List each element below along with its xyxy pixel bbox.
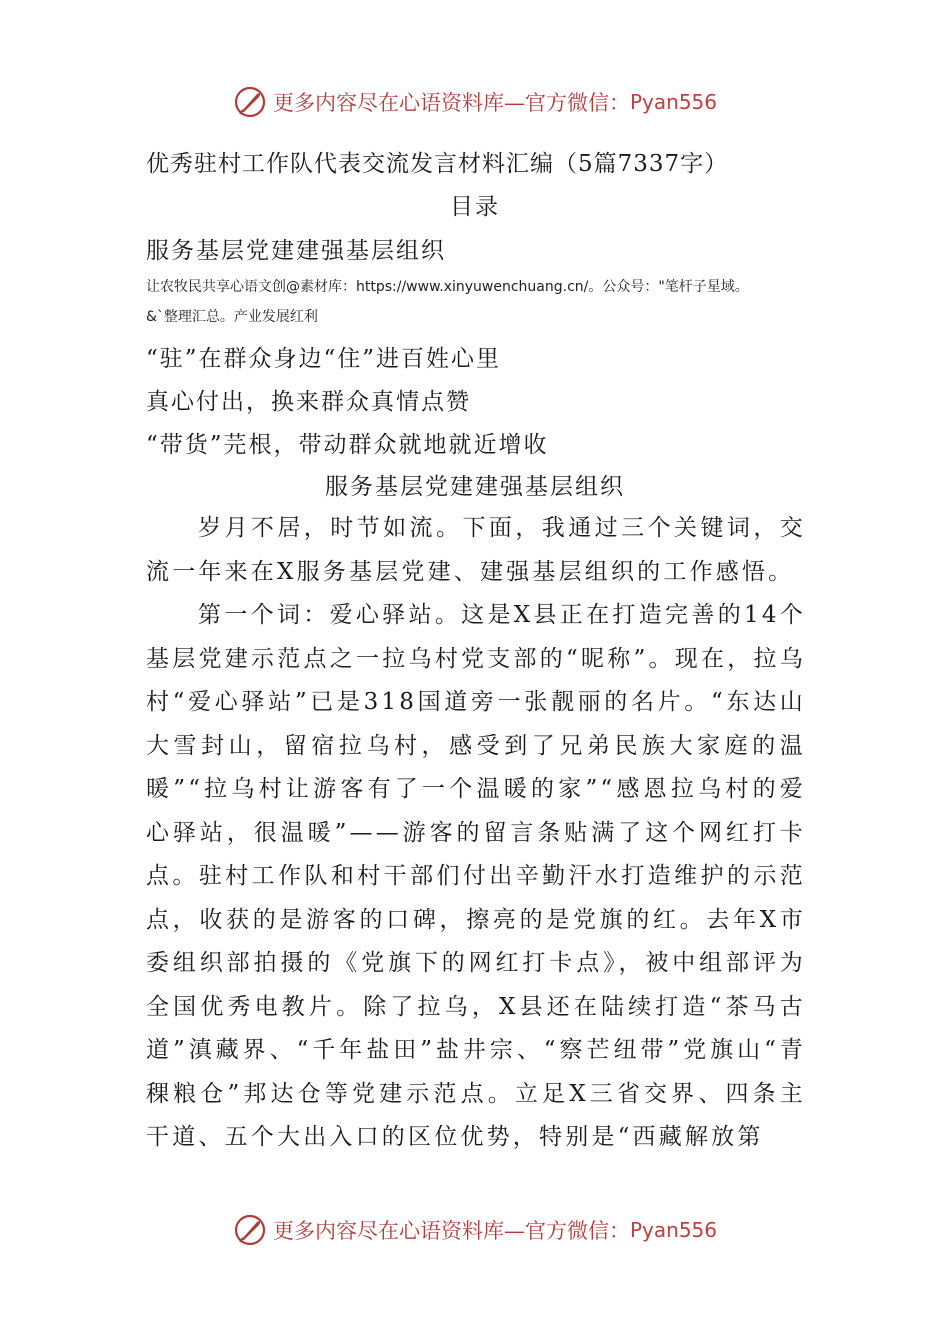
notice-line-2: &`整理汇总。产业发展红利 <box>146 309 318 325</box>
footer-banner <box>0 1210 950 1250</box>
section-title: 服务基层党建建强基层组织 <box>325 474 625 500</box>
notice-line-1: 让农牧民共享心语文创@素材库：https://www.xinyuwenchuang.cn/。公众号："笔杆子星域。 <box>146 279 749 295</box>
toc-item-4: “带货”芫根，带动群众就地就近增收 <box>146 432 549 458</box>
header-banner <box>0 82 950 122</box>
banner-text: 更多内容尽在心语资料库—官方微信： <box>272 1219 630 1243</box>
banner-wechat-id: Pyan556 <box>629 90 717 114</box>
toc-item-1: 服务基层党建建强基层组织 <box>146 238 446 264</box>
toc-heading: 目录 <box>450 194 500 220</box>
body-paragraph-1: 岁月不居，时节如流。下面，我通过三个关键词，交流一年来在X服务基层党建、建强基层组织的工作感悟。 <box>146 515 806 585</box>
body-paragraph-2: 第一个词：爱心驿站。这是X县正在打造完善的14个基层党建示范点之一拉乌村党支部的“昵称”。现在，拉乌村“爱心驿站”已是318国道旁一张靓丽的名片。“东达山大雪封山，留宿拉乌村，感受到了兄弟民族大家庭的温暖”“拉乌村让游客有了一个温暖的家”“感恩拉乌村的爱心驿站，很温暖”——游客的留言条贴满了这个网红打卡点。驻村工作队和村干部们付出辛勤汗水打造维护的示范点，收获的是游客的口碑，擦亮的是党旗的红。去年X市委组织部拍摄的《党旗下的网红打卡点》，被中组部评为全国优秀电教片。除了拉乌，X县还在陆续打造“茶马古道”滇藏界、“千年盐田”盐井宗、“察芒纽带”党旗山“青稞粮仓”邦达仓等党建示范点。立足X三省交界、四条主干道、五个大出入口的区位优势，特别是“西藏解放第 <box>146 602 806 1150</box>
quill-logo-icon <box>233 1213 267 1247</box>
quill-logo-icon <box>233 85 267 119</box>
banner-wechat-id: Pyan556 <box>629 1218 717 1242</box>
document-title: 优秀驻村工作队代表交流发言材料汇编（5篇7337字） <box>146 151 729 177</box>
toc-item-2: “驻”在群众身边“住”进百姓心里 <box>146 346 502 372</box>
toc-item-3: 真心付出，换来群众真情点赞 <box>146 389 471 415</box>
banner-text: 更多内容尽在心语资料库—官方微信： <box>272 91 630 115</box>
